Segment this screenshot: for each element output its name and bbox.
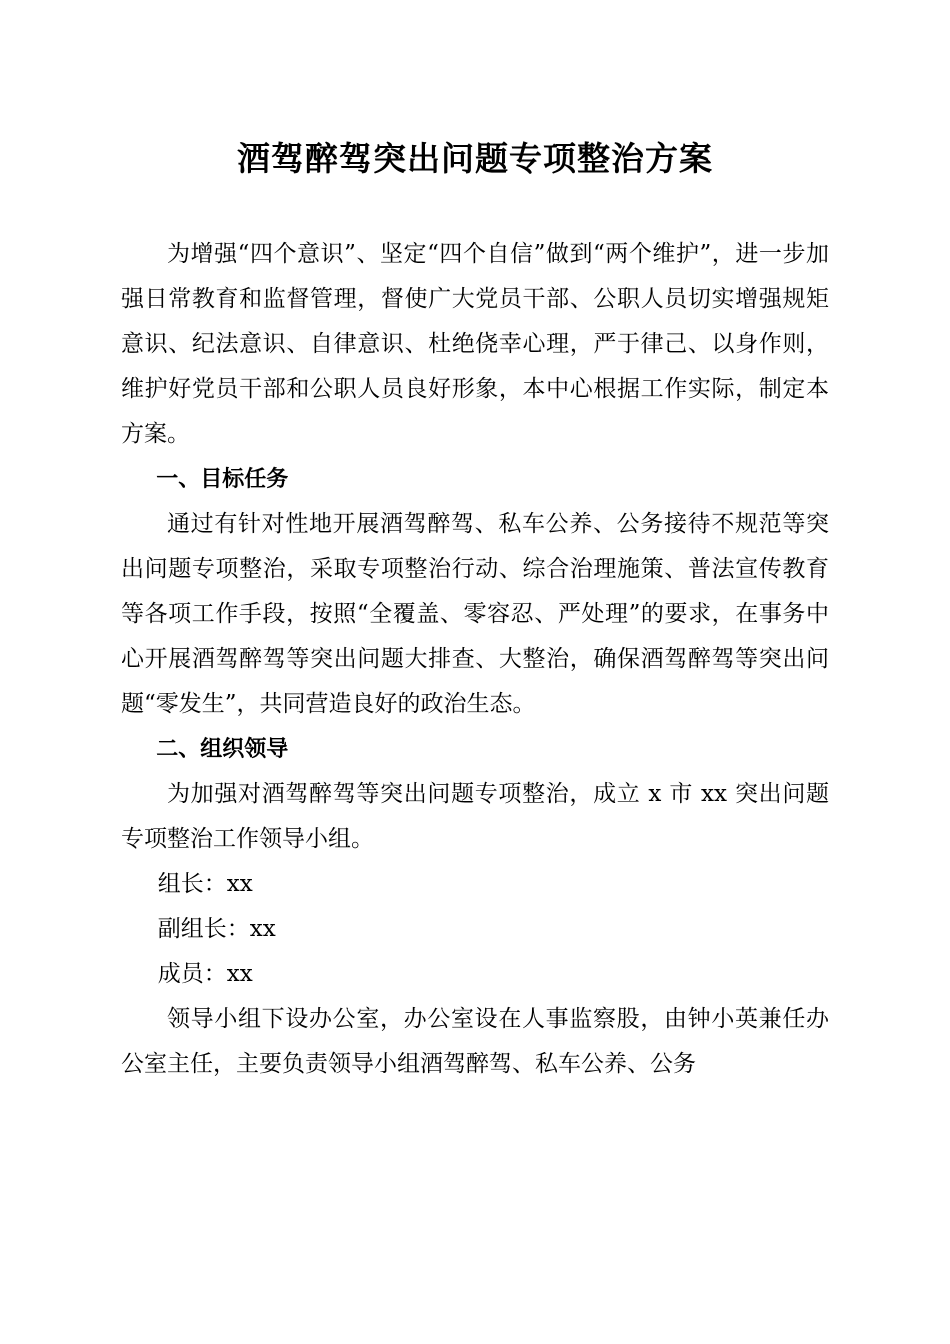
section-heading-goals: 一、目标任务 (156, 467, 289, 492)
office-paragraph: 领导小组下设办公室，办公室设在人事监察股，由钟小英兼任办公室主任，主要负责领导小组酒驾醉驾、私车公养、公务 (121, 1006, 829, 1077)
intro-paragraph: 为增强“四个意识”、坚定“四个自信”做到“两个维护”，进一步加强日常教育和监督管理，督使广大党员干部、公职人员切实增强规矩意识、纪法意识、自律意识、杜绝侥幸心理，严于律己、以身作则，维护好党员干部和公职人员良好形象，本中心根据工作实际，制定本方案。 (121, 241, 829, 447)
members-line: 成员：xx (157, 961, 253, 987)
goals-paragraph: 通过有针对性地开展酒驾醉驾、私车公养、公务接待不规范等突出问题专项整治，采取专项整治行动、综合治理施策、普法宣传教育等各项工作手段，按照“全覆盖、零容忍、严处理”的要求，在事务中心开展酒驾醉驾等突出问题大排查、大整治，确保酒驾醉驾等突出问题“零发生”，共同营造良好的政治生态。 (121, 511, 829, 717)
organization-paragraph: 为加强对酒驾醉驾等突出问题专项整治，成立 x 市 xx 突出问题专项整治工作领导小组。 (121, 781, 829, 852)
document-title: 酒驾醉驾突出问题专项整治方案 (237, 139, 713, 178)
deputy-leader-line: 副组长：xx (157, 916, 276, 942)
document-body (121, 232, 829, 1087)
section-heading-organization: 二、组织领导 (156, 737, 289, 762)
leader-line: 组长：xx (157, 871, 253, 897)
